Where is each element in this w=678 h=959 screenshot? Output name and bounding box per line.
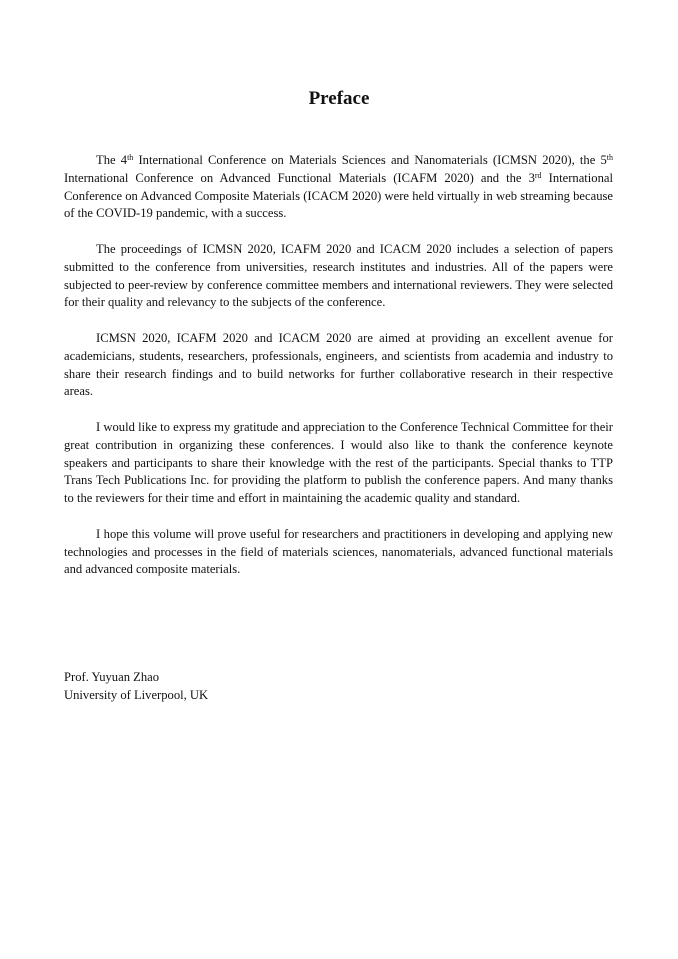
superscript-th-2: th (606, 153, 613, 162)
paragraph-3: ICMSN 2020, ICAFM 2020 and ICACM 2020 are aimed at providing an excellent avenue for academicians, students, researchers, professionals, engineers, and scientists from academia and industry to share their research findings and to build networks for further collaborative research in their respective areas. (64, 330, 613, 399)
superscript-th-1: th (127, 153, 134, 162)
signature-block (64, 668, 208, 704)
preface-body (64, 152, 613, 597)
paragraph-1-tail: International Conference on Advanced Composite Materials (ICACM 2020) were held virtually in web streaming because of the COVID-19 pandemic, with a success. (64, 170, 613, 221)
paragraph-1-mid: International Conference on Materials Sciences and Nanomaterials (ICMSN 2020), the 5 (133, 153, 607, 167)
signature-name: Prof. Yuyuan Zhao (64, 670, 160, 684)
superscript-rd: rd (534, 170, 542, 180)
paragraph-4: I would like to express my gratitude and appreciation to the Conference Technical Committee for their great contribution in organizing these conferences. I would also like to thank the conference keynote speakers and participants to share their knowledge with the rest of the participants. Special thanks to TTP Trans Tech Publications Inc. for providing the platform to publish the conference papers. And many thanks to the reviewers for their time and effort in maintaining the academic quality and standard. (64, 419, 613, 506)
page-title: Preface (308, 88, 370, 109)
paragraph-2: The proceedings of ICMSN 2020, ICAFM 2020 and ICACM 2020 includes a selection of papers submitted to the conference from universities, research institutes and industries. All of the papers were subjected to peer-review by conference committee members and international reviewers. They were selected for their quality and relevancy to the subjects of the conference. (64, 241, 613, 310)
paragraph-5: I hope this volume will prove useful for researchers and practitioners in developing and applying new technologies and processes in the field of materials sciences, nanomaterials, advanced functional materials and advanced composite materials. (64, 526, 613, 577)
paragraph-1-mid2: International Conference on Advanced Functional Materials (ICAFM 2020) and the 3 (64, 170, 535, 185)
paragraph-1-lead: The 4 (96, 153, 128, 167)
signature-affiliation: University of Liverpool, UK (64, 688, 209, 702)
paragraph-1 (64, 152, 613, 223)
